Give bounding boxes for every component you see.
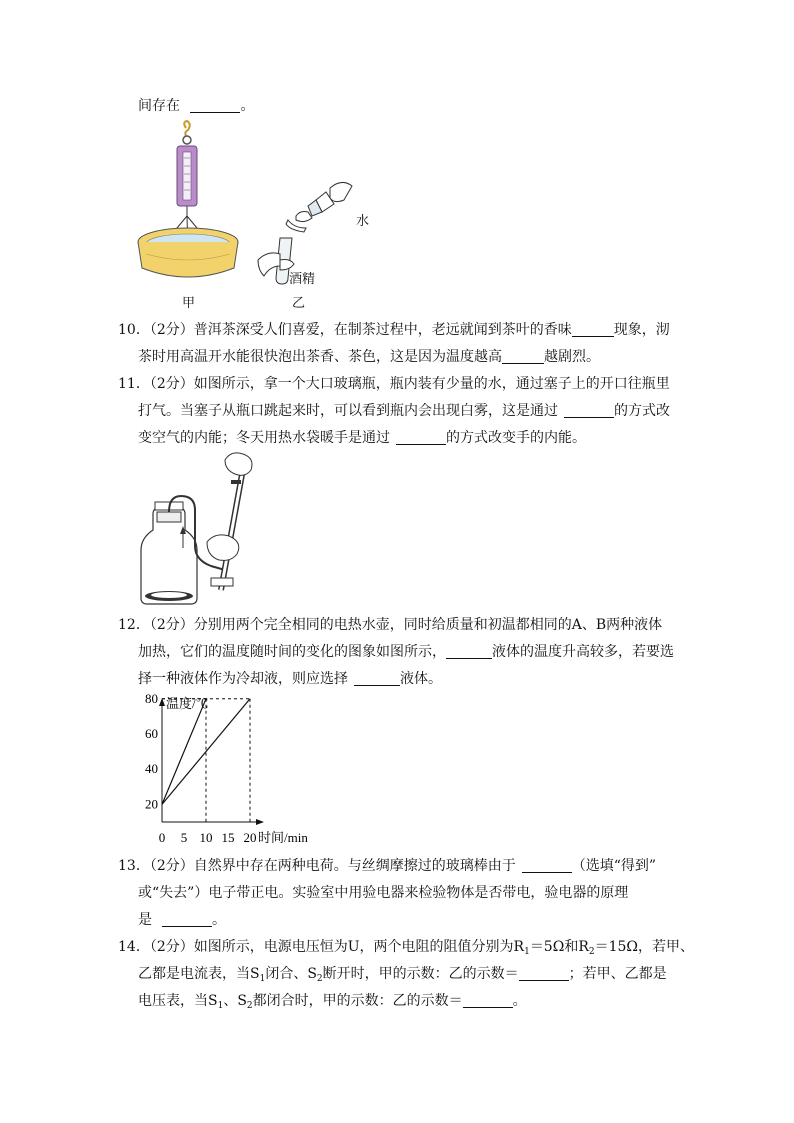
label-alcohol: 酒精 xyxy=(289,272,316,287)
question-number: 10．（2分） xyxy=(118,322,194,338)
q11-line-2: 打气。当塞子从瓶口跳起来时，可以看到瓶内会出现白雾，这是通过 的方式改 xyxy=(138,403,670,419)
figure-9-illustration xyxy=(130,120,390,310)
question-number: 14．（2分） xyxy=(118,939,194,955)
series-line-A xyxy=(162,699,206,805)
answer-blank[interactable] xyxy=(396,430,446,445)
series-label-A xyxy=(202,694,211,696)
answer-blank[interactable] xyxy=(564,403,614,418)
q13-line-3: 是 。 xyxy=(138,912,226,928)
y-tick-label: 60 xyxy=(145,726,158,741)
x-tick-label: 10 xyxy=(199,830,213,845)
y-tick-label: 40 xyxy=(145,761,158,777)
answer-blank[interactable] xyxy=(354,671,400,686)
label-jia: 甲 xyxy=(182,296,196,311)
answer-blank[interactable] xyxy=(519,966,569,981)
question-number: 13．（2分） xyxy=(118,858,194,874)
question-number: 11．（2分） xyxy=(118,376,194,392)
q14-line-3: 电压表，当$S_1$、$S_2$都闭合时，甲的示数：乙的示数＝ 。 xyxy=(138,993,527,1011)
answer-blank[interactable] xyxy=(572,322,614,337)
x-tick-label: 20 xyxy=(243,830,257,845)
series-label-B xyxy=(247,694,255,696)
q11-line-1: 11．（2分）如图所示，拿一个大口玻璃瓶，瓶内装有少量的水，通过塞子上的开口往瓶里 xyxy=(118,376,670,392)
x-axis-arrow xyxy=(256,819,264,825)
figure-11-illustration xyxy=(135,450,270,608)
q12-line-1: 12．（2分）分别用两个完全相同的电热水壶，同时给质量和初温都相同的A、B两种液体 xyxy=(118,617,663,633)
answer-blank[interactable] xyxy=(502,349,544,364)
label-water: 水 xyxy=(356,214,370,229)
question-number: 12．（2分） xyxy=(118,617,194,633)
q9-tail-text: 间存在 xyxy=(138,98,180,114)
y-tick-label: 20 xyxy=(145,796,158,812)
answer-blank[interactable] xyxy=(522,858,572,873)
q10-line-2: 茶时用高温开水能很快泡出茶香、茶色，这是因为温度越高 越剧烈。 xyxy=(138,349,600,365)
temperature-time-chart xyxy=(138,694,338,850)
q13-line-2: 或“失去”）电子带正电。实验室中用验电器来检验物体是否带电，验电器的原理 xyxy=(138,885,629,901)
answer-blank[interactable] xyxy=(190,98,240,113)
x-axis-label: 时间/min xyxy=(258,830,308,845)
q14-line-2: 乙都是电流表，当$S_1$闭合、$S_2$断开时，甲的示数：乙的示数＝ ；若甲、乙都是 xyxy=(138,966,667,984)
q11-line-3: 变空气的内能；冬天用热水袋暖手是通过 的方式改变手的内能。 xyxy=(138,430,586,446)
answer-blank[interactable] xyxy=(446,644,492,659)
q9-tail-line: 间存在 。 xyxy=(138,98,255,114)
q13-line-1: 13．（2分）自然界中存在两种电荷。与丝绸摩擦过的玻璃棒由于 （选填“得到” xyxy=(118,858,657,874)
label-yi: 乙 xyxy=(292,296,306,311)
x-tick-label: 5 xyxy=(180,830,188,845)
answer-blank[interactable] xyxy=(162,912,212,927)
y-tick-label: 80 xyxy=(145,694,158,706)
x-tick-label: 0 xyxy=(158,830,166,845)
series-line-B xyxy=(162,699,250,805)
y-axis-label: 温度/℃ xyxy=(166,696,209,711)
answer-blank[interactable] xyxy=(463,993,513,1008)
q14-line-1: 14．（2分）如图所示，电源电压恒为U，两个电阻的阻值分别为$R_1=5\Omega$和$R_2=15\Omega$，若甲、 xyxy=(118,939,695,957)
q12-line-2: 加热，它们的温度随时间的变化的图象如图所示， 液体的温度升高较多，若要选 xyxy=(138,644,674,660)
q10-line-1: 10．（2分）普洱茶深受人们喜爱，在制茶过程中，老远就闻到茶叶的香味 现象，沏 xyxy=(118,322,670,338)
q12-line-3: 择一种液体作为冷却液，则应选择 液体。 xyxy=(138,671,442,687)
x-tick-label: 15 xyxy=(221,830,235,845)
